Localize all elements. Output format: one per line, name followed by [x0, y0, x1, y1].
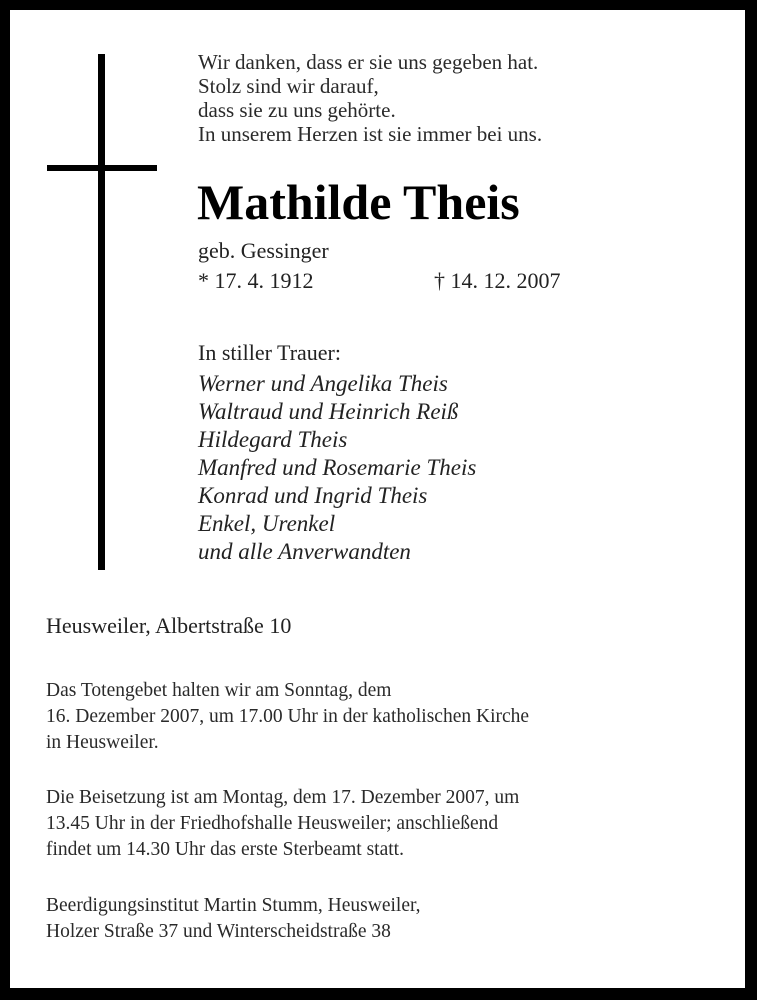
mourners-heading: In stiller Trauer:: [198, 340, 341, 365]
birth-date: * 17. 4. 1912: [198, 268, 314, 293]
mourner-item: und alle Anverwandten: [198, 539, 411, 564]
mourner-item: Hildegard Theis: [198, 427, 348, 452]
funeral-home-line: Beerdigungsinstitut Martin Stumm, Heusweiler,: [46, 895, 421, 916]
mourner-item: Werner und Angelika Theis: [198, 371, 448, 396]
prayer-line: 16. Dezember 2007, um 17.00 Uhr in der katholischen Kirche: [46, 706, 530, 727]
cross-horizontal-bar: [47, 165, 157, 171]
prayer-notice: [46, 678, 529, 756]
verse-line: In unserem Herzen ist sie immer bei uns.: [198, 122, 543, 146]
burial-line: Die Beisetzung ist am Montag, dem 17. Dezember 2007, um: [46, 787, 520, 808]
funeral-home: [46, 893, 421, 945]
cross-vertical-bar: [98, 54, 105, 570]
mourners-list: [198, 370, 476, 566]
burial-line: 13.45 Uhr in der Friedhofshalle Heusweiler; anschließend: [46, 813, 499, 834]
burial-notice: [46, 785, 519, 863]
mourner-item: Waltraud und Heinrich Reiß: [198, 399, 459, 424]
mourner-item: Enkel, Urenkel: [198, 511, 336, 536]
burial-line: findet um 14.30 Uhr das erste Sterbeamt statt.: [46, 839, 404, 860]
memorial-verse: [198, 50, 542, 146]
prayer-line: Das Totengebet halten wir am Sonntag, dem: [46, 680, 392, 701]
prayer-line: in Heusweiler.: [46, 732, 159, 753]
maiden-name: geb. Gessinger: [198, 238, 329, 263]
verse-line: Stolz sind wir darauf,: [198, 74, 379, 98]
verse-line: Wir danken, dass er sie uns gegeben hat.: [198, 50, 539, 74]
death-date: † 14. 12. 2007: [434, 268, 561, 293]
verse-line: dass sie zu uns gehörte.: [198, 98, 396, 122]
deceased-name: Mathilde Theis: [197, 174, 520, 230]
family-address: Heusweiler, Albertstraße 10: [46, 613, 292, 638]
funeral-home-line: Holzer Straße 37 und Winterscheidstraße 38: [46, 921, 391, 942]
mourner-item: Konrad und Ingrid Theis: [198, 483, 428, 508]
mourner-item: Manfred und Rosemarie Theis: [198, 455, 477, 480]
